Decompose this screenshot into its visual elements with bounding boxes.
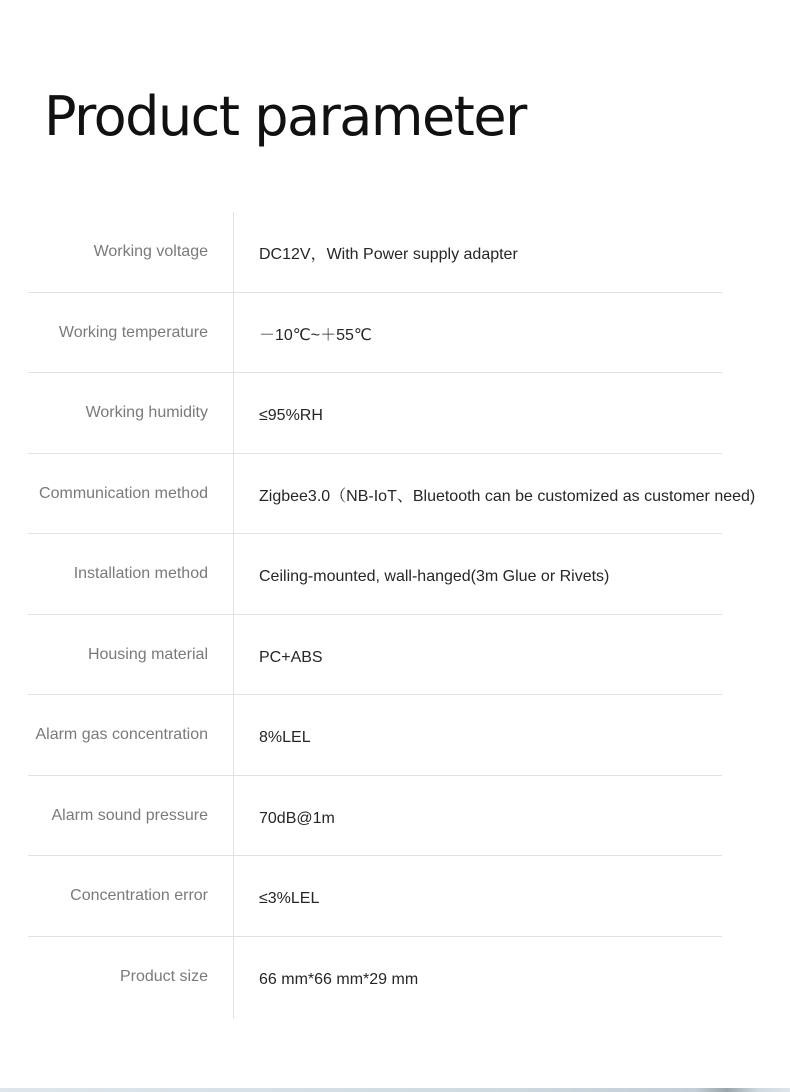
table-row — [28, 212, 722, 293]
table-row — [28, 695, 722, 776]
param-value: 70dB@1m — [259, 809, 335, 827]
param-label: Working voltage — [93, 243, 208, 260]
param-value: 8%LEL — [259, 729, 311, 746]
param-value: PC+ABS — [259, 648, 323, 666]
table-row — [28, 776, 722, 857]
param-label: Alarm gas concentration — [35, 726, 208, 743]
table-row — [28, 373, 722, 454]
page-title: Product parameter — [44, 85, 526, 148]
parameter-table — [28, 212, 756, 1017]
param-label: Working humidity — [85, 404, 208, 421]
table-row — [28, 534, 722, 615]
param-label: Installation method — [73, 565, 208, 582]
param-label: Alarm sound pressure — [51, 806, 208, 824]
param-value: Zigbee3.0（NB-IoT、Bluetooth can be customized as customer need) — [259, 487, 756, 505]
param-value: －10℃~＋55℃ — [259, 326, 372, 344]
param-value: 66 mm*66 mm*29 mm — [259, 970, 419, 988]
param-label: Housing material — [87, 645, 208, 663]
bottom-image-edge — [0, 1088, 790, 1092]
param-label: Product size — [119, 967, 208, 985]
table-row — [28, 615, 722, 696]
param-value: Ceiling-mounted, wall-hanged(3m Glue or Rivets) — [259, 568, 610, 585]
param-label: Concentration error — [70, 887, 208, 904]
param-label: Communication method — [39, 484, 208, 502]
table-row — [28, 856, 722, 937]
table-row — [28, 454, 756, 535]
param-value: DC12V，With Power supply adapter — [259, 246, 518, 263]
table-row — [28, 293, 722, 374]
param-value: ≤95%RH — [259, 407, 323, 424]
param-value: ≤3%LEL — [259, 890, 320, 907]
table-row — [28, 937, 722, 1018]
param-label: Working temperature — [58, 323, 208, 341]
